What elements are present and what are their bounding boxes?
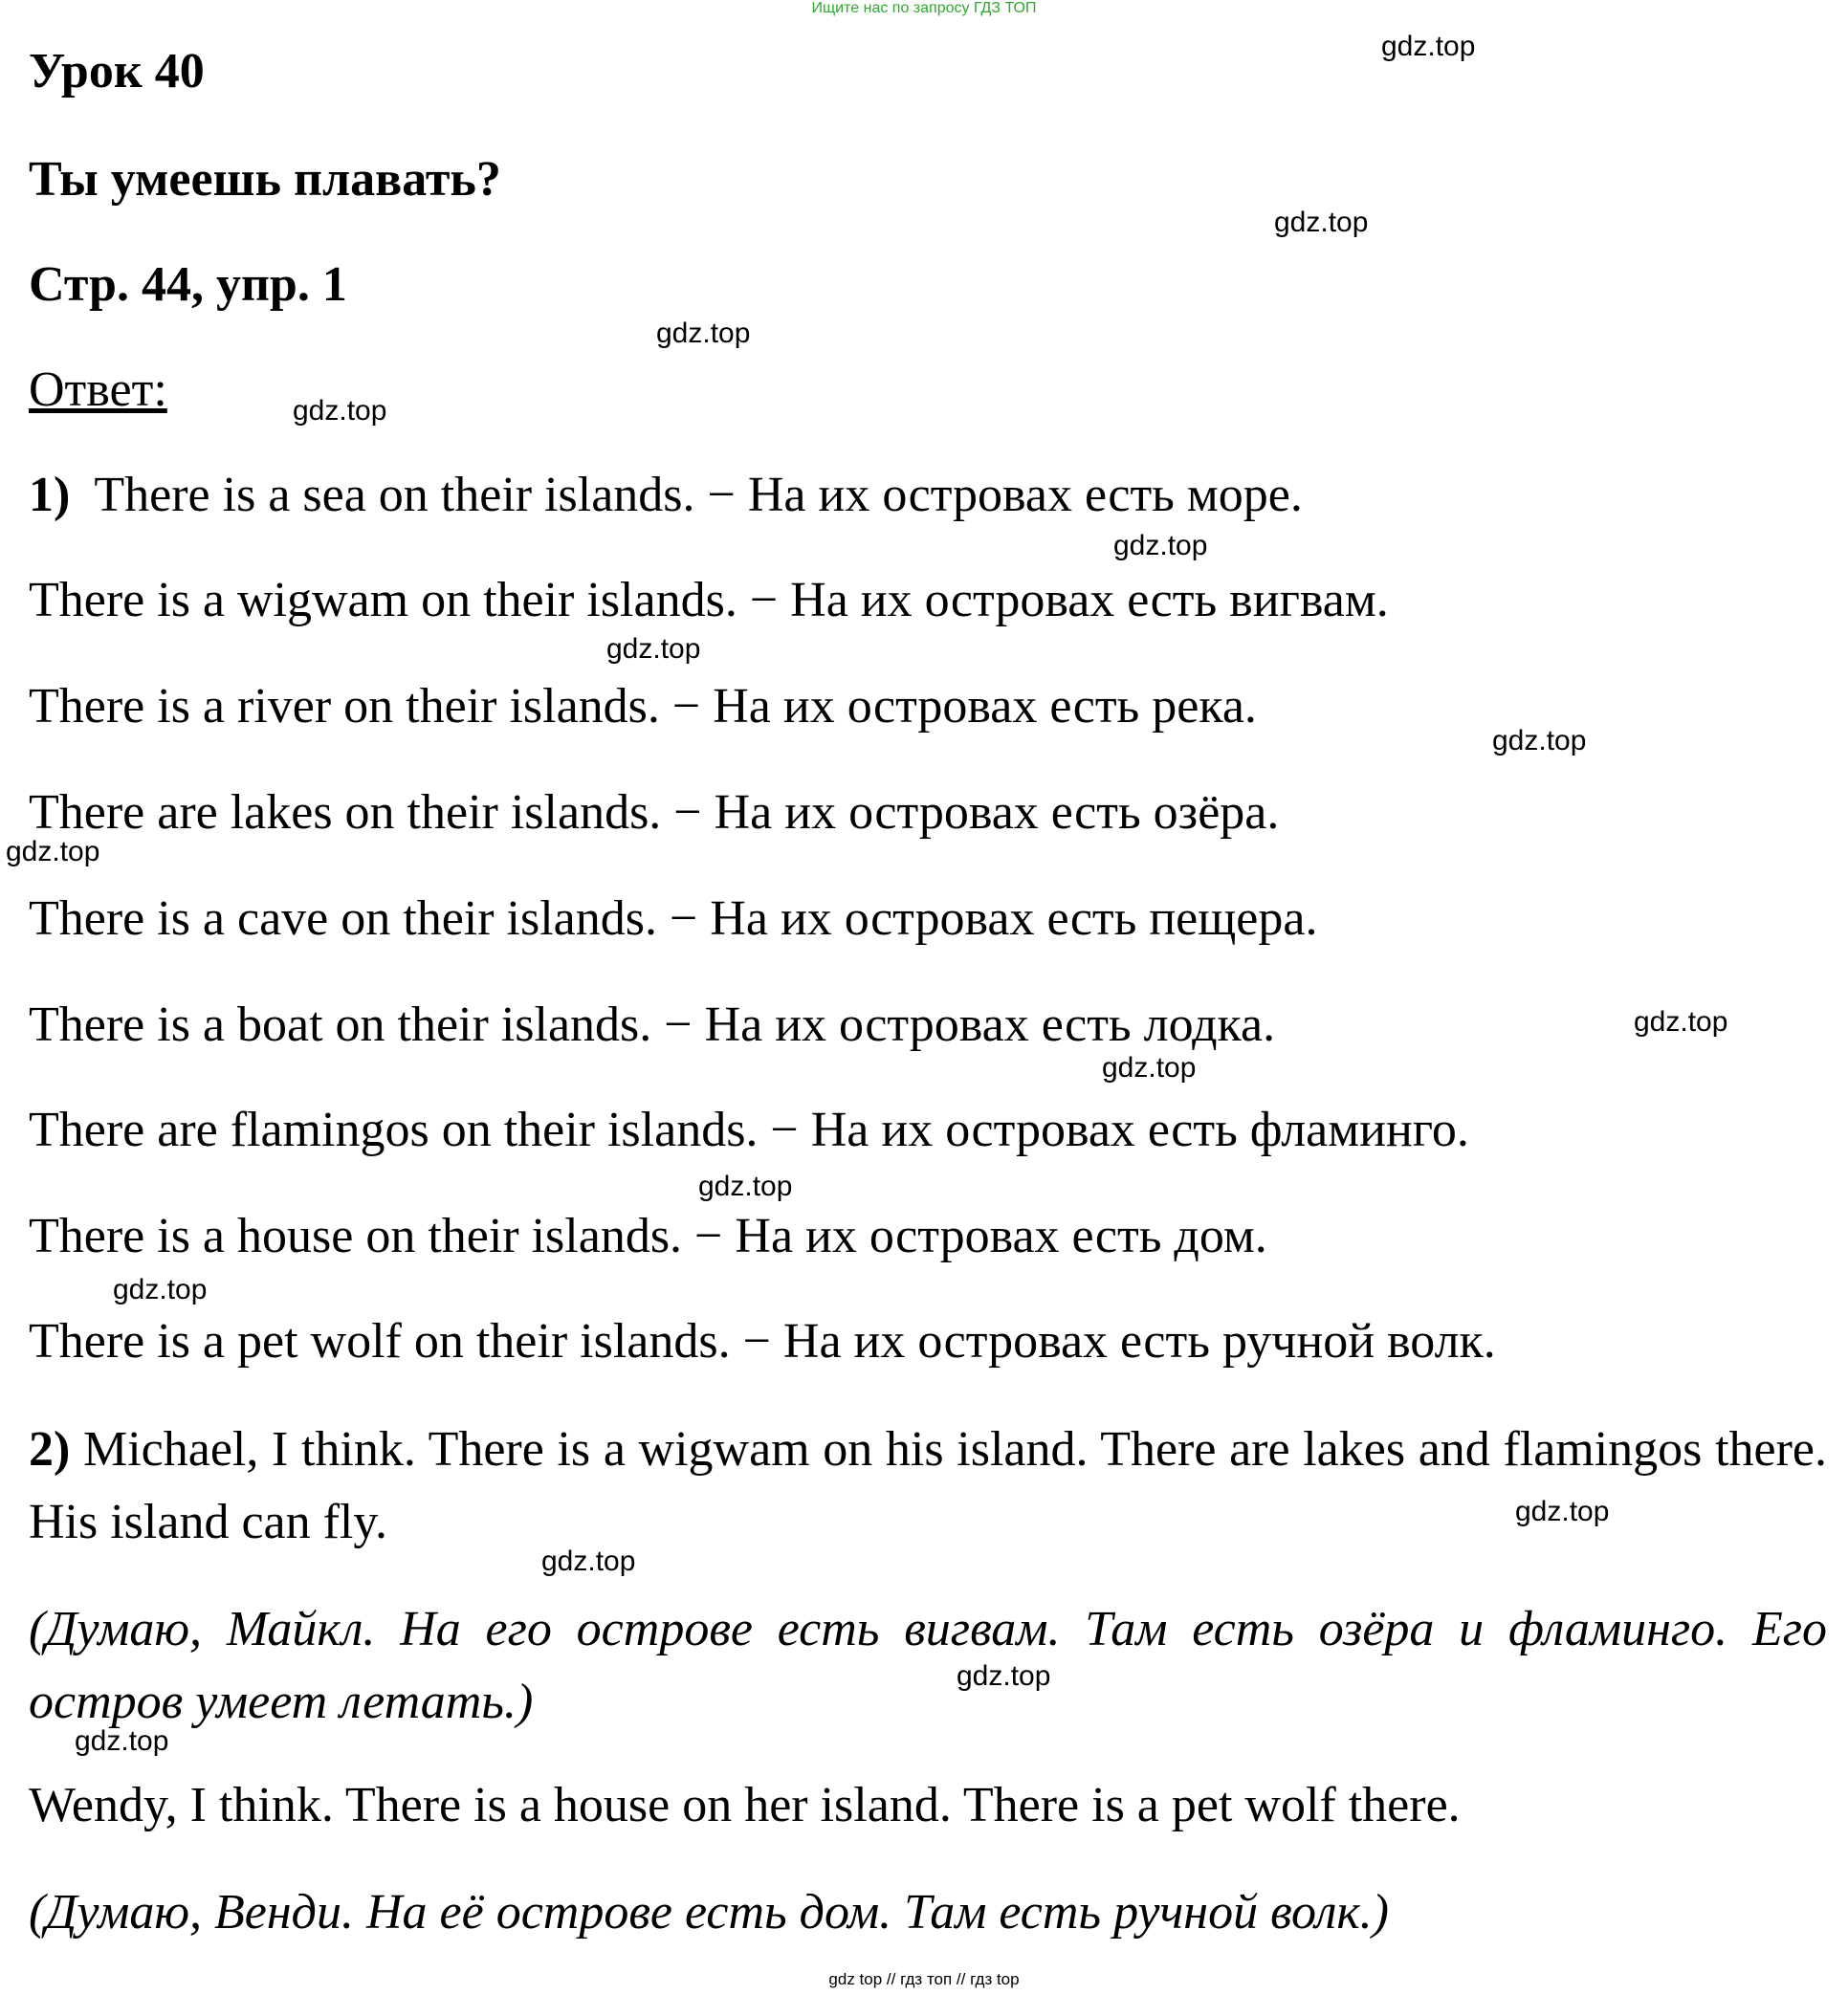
part1-line: There is a house on their islands. − На их островах есть дом.: [29, 1209, 1267, 1263]
watermark: gdz.top: [1274, 207, 1369, 238]
part1-line: There are flamingos on their islands. − На их островах есть фламинго.: [29, 1103, 1469, 1157]
exercise-ref: Стр. 44, упр. 1: [29, 257, 347, 312]
lesson-title: Урок 40: [29, 44, 205, 99]
watermark: gdz.top: [1515, 1496, 1610, 1527]
part2-michael: [29, 1414, 1827, 1559]
part1-line: [29, 467, 1303, 523]
watermark: gdz.top: [75, 1725, 169, 1757]
watermark: gdz.top: [1381, 31, 1476, 62]
watermark: gdz.top: [1634, 1006, 1728, 1038]
part1-line: There is a boat on their islands. − На их островах есть лодка.: [29, 998, 1276, 1052]
watermark: gdz.top: [656, 318, 751, 349]
wendy-text: Wendy, I think. There is a house on her island. There is a pet wolf there.: [29, 1778, 1461, 1832]
michael-text: Michael, I think. There is a wigwam on his island. There are lakes and flamingos there. His island can fly.: [29, 1422, 1827, 1549]
part1-line: There is a cave on their islands. − На их островах есть пещера.: [29, 891, 1318, 946]
part1-line: There is a river on their islands. − На их островах есть река.: [29, 679, 1257, 734]
watermark: gdz.top: [1113, 530, 1208, 561]
part1-line: There are lakes on their islands. − На их островах есть озёра.: [29, 785, 1280, 840]
part2-number: 2): [29, 1422, 71, 1477]
watermark: gdz.top: [957, 1660, 1051, 1692]
watermark: gdz.top: [293, 395, 387, 427]
lesson-subtitle: Ты умеешь плавать?: [29, 152, 501, 207]
part1-line-text: There is a sea on their islands. − На их островах есть море.: [94, 468, 1303, 522]
watermark: gdz.top: [606, 633, 701, 665]
watermark: gdz.top: [1492, 725, 1587, 756]
answer-label: Ответ:: [29, 362, 167, 417]
watermark: gdz.top: [698, 1171, 793, 1202]
footer: gdz top // гдз топ // гдз top: [828, 1970, 1020, 1988]
watermark: gdz.top: [6, 836, 100, 867]
part1-line: There is a pet wolf on their islands. − На их островах есть ручной волк.: [29, 1314, 1496, 1369]
watermark: gdz.top: [541, 1546, 636, 1577]
wendy-translation: (Думаю, Венди. На её острове есть дом. Там есть ручной волк.): [29, 1885, 1390, 1940]
watermark: gdz.top: [1102, 1052, 1197, 1084]
part1-number: 1): [29, 468, 71, 522]
michael-translation: (Думаю, Майкл. На его острове есть вигвам. Там есть озёра и фламинго. Его остров умеет летать.): [29, 1602, 1827, 1729]
top-note: Ищите нас по запросу ГДЗ ТОП: [811, 0, 1037, 16]
watermark: gdz.top: [113, 1274, 208, 1305]
part1-line: There is a wigwam on their islands. − На их островах есть вигвам.: [29, 573, 1389, 627]
